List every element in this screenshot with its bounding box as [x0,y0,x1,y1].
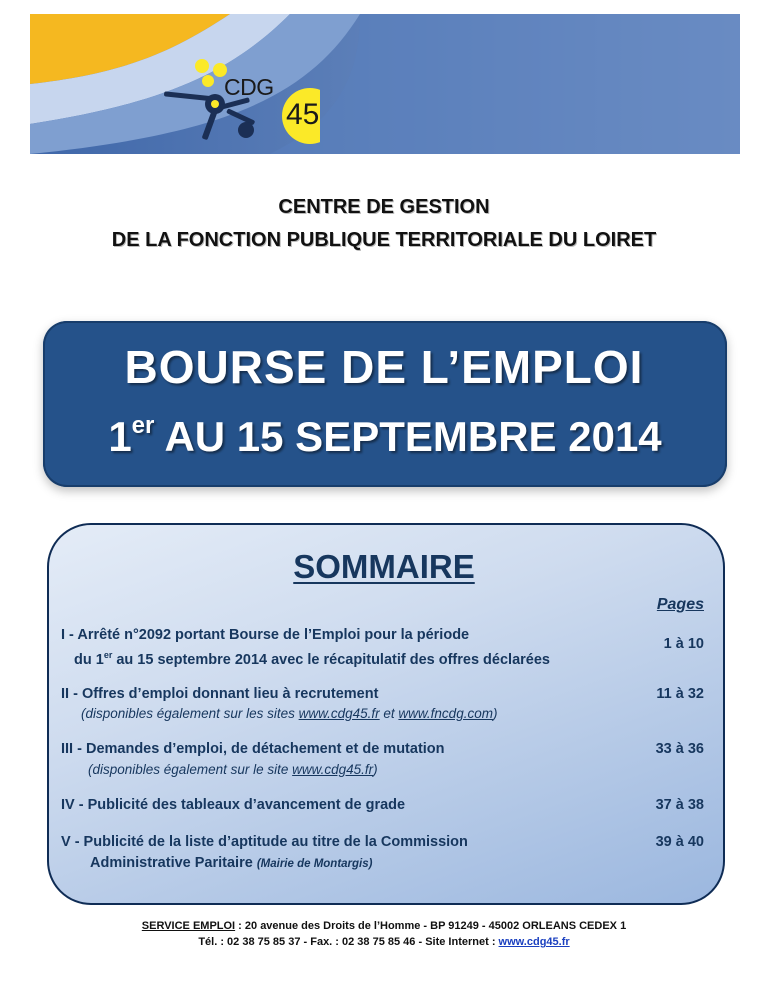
sommaire-item-3-title: III - Demandes d’emploi, de détachement et de mutation [61,741,445,757]
footer-contact-text: Tél. : 02 38 75 85 37 - Fax. : 02 38 75 85 46 - Site Internet : [198,936,499,948]
date-rest: AU 15 SEPTEMBRE 2014 [154,413,662,460]
document-title: BOURSE DE L’EMPLOI [124,341,644,393]
sommaire-item-2-pages: 11 à 32 [656,686,704,702]
date-suffix: er [131,412,155,439]
footer-website-link[interactable]: www.cdg45.fr [498,936,570,948]
item-2-sub-suffix: ) [492,706,498,721]
pages-column-header: Pages [656,596,704,613]
date-number: 1 [108,413,132,460]
sommaire-item-4-pages: 37 à 38 [655,797,704,813]
item-2-sub-prefix: (disponibles également sur les sites [81,706,299,721]
sommaire-item-5-line2 [90,855,372,871]
item-5-text: Administrative Paritaire [90,855,253,871]
logo-number: 45 [286,98,320,131]
sommaire-item-3-sub [88,762,378,777]
item-1-text-a: du 1 [74,651,104,668]
footer-contact [0,936,768,948]
sommaire-item-1-pages: 1 à 10 [663,636,704,652]
footer-service-label: SERVICE EMPLOI [141,920,236,932]
sommaire-item-1-line2 [74,650,550,668]
cdg45-link[interactable]: www.cdg45.fr [292,762,374,777]
sommaire-item-5-pages: 39 à 40 [655,834,704,850]
sommaire-item-2-sub [81,706,497,721]
banner-graphic [30,14,740,154]
sommaire-item-1-line1: I - Arrêté n°2092 portant Bourse de l’Emploi pour la période [61,627,470,643]
org-name-line2: DE LA FONCTION PUBLIQUE TERRITORIALE DU LOIRET [111,229,657,251]
sommaire-item-5-line1: V - Publicité de la liste d’aptitude au titre de la Commission [61,834,468,850]
footer-address [0,920,768,932]
org-name-line1: CENTRE DE GESTION [278,196,490,218]
logo-letters: CDG [224,74,274,100]
item-3-sub-prefix: (disponibles également sur le site [88,762,293,777]
item-1-sup: er [103,650,113,660]
footer-address-text: : 20 avenue des Droits de l’Homme - BP 91249 - 45002 ORLEANS CEDEX 1 [235,920,627,932]
sommaire-item-3-pages: 33 à 36 [655,741,704,757]
item-5-note: (Mairie de Montargis) [256,858,373,870]
fncdg-link[interactable]: www.fncdg.com [398,706,493,721]
sommaire-heading: SOMMAIRE [293,548,475,585]
header-banner [30,14,740,154]
cdg45-link[interactable]: www.cdg45.fr [298,706,380,721]
item-1-text-b: au 15 septembre 2014 avec le récapitulatif des offres déclarées [112,651,550,668]
item-3-sub-suffix: ) [373,762,378,777]
sommaire-item-4-title: IV - Publicité des tableaux d’avancement de grade [61,797,406,813]
item-2-sub-mid: et [379,706,399,721]
sommaire-item-2-title: II - Offres d’emploi donnant lieu à recrutement [61,686,379,702]
document-date [43,412,727,461]
